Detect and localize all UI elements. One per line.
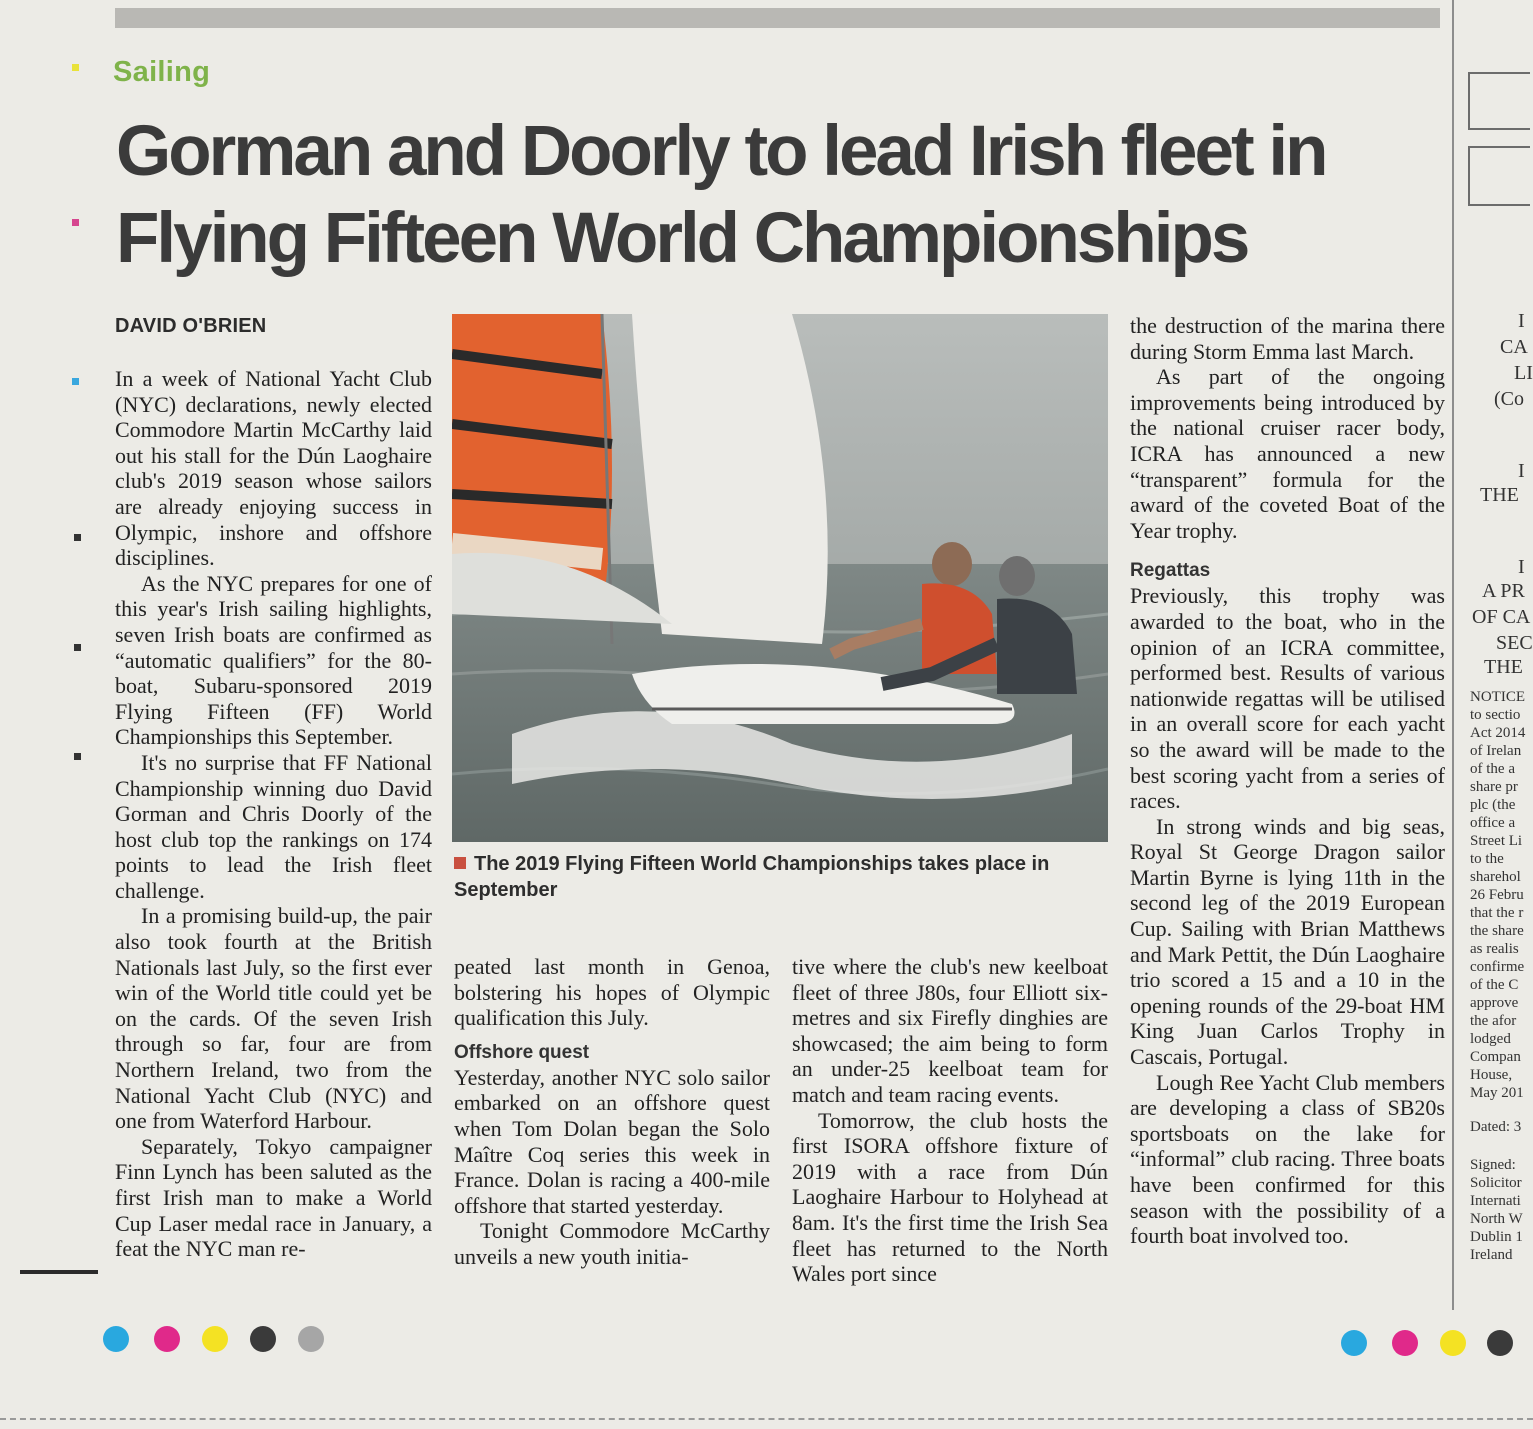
notice-fragment: lodged bbox=[1470, 1031, 1511, 1047]
notice-fragment: I bbox=[1518, 310, 1525, 332]
article-column-4 bbox=[1130, 313, 1445, 1249]
paragraph: Previously, this trophy was awarded to the boat, who in the opinion of an ICRA committee, performed best. Results of various nationwide regattas will be utilised in an overall score for each yacht so the award will be made to the best scoring yacht from a series of races. bbox=[1130, 583, 1445, 814]
trim-line bbox=[0, 1418, 1533, 1422]
notice-fragment: Dublin 1 bbox=[1470, 1229, 1523, 1245]
registration-tick-yellow bbox=[72, 64, 79, 71]
notice-fragment: Act 2014 bbox=[1470, 725, 1526, 741]
notice-fragment: May 201 bbox=[1470, 1085, 1524, 1101]
notice-fragment: THE bbox=[1480, 484, 1519, 506]
notice-fragment: LI bbox=[1514, 362, 1533, 384]
notice-fragment: 26 Febru bbox=[1470, 887, 1524, 903]
column-divider bbox=[1452, 0, 1454, 1310]
article-column-1 bbox=[115, 366, 432, 1262]
registration-dot-black bbox=[1487, 1330, 1513, 1356]
notice-fragment: CA bbox=[1500, 336, 1528, 358]
caption-text: The 2019 Flying Fifteen World Championships takes place in September bbox=[454, 853, 1050, 901]
paragraph: Tomorrow, the club hosts the first ISORA offshore fixture of 2019 with a race from Dún Laoghaire Harbour to Holyhead at 8am. It's the first time the Irish Sea fleet has returned to the North Wales port since bbox=[792, 1107, 1108, 1287]
photo-caption bbox=[454, 851, 1054, 903]
registration-dot-black bbox=[250, 1326, 276, 1352]
paragraph: the destruction of the marina there during Storm Emma last March. bbox=[1130, 313, 1445, 364]
caption-marker bbox=[454, 857, 466, 869]
registration-dot-cyan bbox=[1341, 1330, 1367, 1356]
notice-dated: Dated: 3 bbox=[1470, 1119, 1522, 1135]
registration-dot-yellow bbox=[1440, 1330, 1466, 1356]
paragraph: In a week of National Yacht Club (NYC) declarations, newly elected Commodore Martin McCarthy laid out his stall for the Dún Laoghaire club's 2019 season whose sailors are already enjoying success in Olympic, inshore and offshore disciplines. bbox=[115, 366, 432, 571]
notice-fragment: to sectio bbox=[1470, 707, 1521, 723]
article-column-2 bbox=[454, 954, 770, 1270]
adjacent-box-top bbox=[1468, 72, 1530, 130]
notice-fragment: THE bbox=[1484, 656, 1523, 678]
notice-fragment: to the bbox=[1470, 851, 1504, 867]
fold-mark bbox=[20, 1270, 98, 1274]
notice-fragment: (Co bbox=[1494, 388, 1524, 410]
section-label: Sailing bbox=[113, 56, 211, 88]
registration-tick-black bbox=[74, 753, 81, 760]
notice-fragment: that the r bbox=[1470, 905, 1524, 921]
notice-fragment: OF CA bbox=[1472, 606, 1531, 628]
registration-tick-cyan bbox=[72, 378, 79, 385]
sailing-photo bbox=[452, 314, 1108, 842]
headline bbox=[116, 108, 1436, 282]
notice-fragment: SEC bbox=[1496, 632, 1533, 654]
notice-fragment: the afor bbox=[1470, 1013, 1517, 1029]
notice-fragment: North W bbox=[1470, 1211, 1523, 1227]
subhead-regattas: Regattas bbox=[1130, 560, 1211, 582]
notice-fragment: the share bbox=[1470, 923, 1524, 939]
notice-fragment: Solicitor bbox=[1470, 1175, 1522, 1191]
notice-fragment: of Irelan bbox=[1470, 743, 1522, 759]
paragraph: In strong winds and big seas, Royal St George Dragon sailor Martin Byrne is lying 11th in the second leg of the 2019 European Cup. Sailing with Brian Matthews and Mark Pettit, the Dún Laoghaire trio scored a 15 and a 10 in the opening rounds of the 29-boat HM King Juan Carlos Trophy in Cascais, Portugal. bbox=[1130, 813, 1445, 1070]
notice-fragment: share pr bbox=[1470, 779, 1518, 795]
paragraph: As part of the ongoing improvements being introduced by the national cruiser racer body, ICRA has announced a new “transparent” formula for the award of the coveted Boat of the Year trophy. bbox=[1130, 364, 1445, 543]
paragraph: Lough Ree Yacht Club members are developing a class of SB20s sportsboats on the lake for “informal” club racing. Three boats have been confirmed for this season with the possibility of a fourth boat involved too. bbox=[1130, 1069, 1445, 1249]
notice-fragment: office a bbox=[1470, 815, 1516, 831]
headline-line-2: Flying Fifteen World Championships bbox=[116, 199, 1248, 278]
notice-fragment: of the C bbox=[1470, 977, 1519, 993]
paragraph: tive where the club's new keelboat fleet of three J80s, four Elliott six-metres and six Firefly dinghies are showcased; the aim being to form an under-25 keelboat team for match and team racing events. bbox=[792, 954, 1108, 1107]
paragraph: As the NYC prepares for one of this year's Irish sailing highlights, seven Irish boats are confirmed as “automatic qualifiers” for the 80-boat, Subaru-sponsored 2019 Flying Fifteen (FF) World Championships this September. bbox=[115, 570, 432, 750]
notice-fragment: Street Li bbox=[1470, 833, 1523, 849]
top-rule bbox=[115, 8, 1440, 28]
notice-fragment: as realis bbox=[1470, 941, 1519, 957]
subhead-offshore-quest: Offshore quest bbox=[454, 1041, 590, 1063]
registration-tick-black bbox=[74, 644, 81, 651]
notice-fragment: I bbox=[1518, 556, 1525, 578]
notice-fragment: Compan bbox=[1470, 1049, 1521, 1065]
notice-fragment: sharehol bbox=[1470, 869, 1521, 885]
registration-dot-cyan bbox=[103, 1326, 129, 1352]
flying-fifteen-dinghy-image bbox=[452, 314, 1108, 842]
paragraph: In a promising build-up, the pair also took fourth at the British Nationals last July, so the first ever win of the World title could yet be on the cards. Of the seven Irish through so far, four are from Northern Ireland, two from the National Yacht Club (NYC) and one from Waterford Harbour. bbox=[115, 903, 432, 1134]
paragraph: Yesterday, another NYC solo sailor embarked on an offshore quest when Tom Dolan began the Solo Maître Coq series this week in France. Dolan is racing a 400-mile offshore that started yesterday. bbox=[454, 1064, 770, 1218]
notice-fragment: Ireland bbox=[1470, 1247, 1513, 1263]
paragraph: Tonight Commodore McCarthy unveils a new youth initia- bbox=[454, 1218, 770, 1269]
byline: DAVID O'BRIEN bbox=[115, 315, 267, 337]
registration-tick-black bbox=[74, 534, 81, 541]
paragraph: It's no surprise that FF National Championship winning duo David Gorman and Chris Doorly of the host club top the rankings on 174 points to lead the Irish fleet challenge. bbox=[115, 749, 432, 903]
article-column-3 bbox=[792, 954, 1108, 1287]
registration-dot-yellow bbox=[202, 1326, 228, 1352]
registration-dot-magenta bbox=[154, 1326, 180, 1352]
adjacent-box-bottom bbox=[1468, 146, 1530, 206]
paragraph: Separately, Tokyo campaigner Finn Lynch has been saluted as the first Irish man to make a World Cup Laser medal race in January, a feat the NYC man re- bbox=[115, 1133, 432, 1262]
notice-fragment: Internati bbox=[1470, 1193, 1521, 1209]
notice-fragment: House, bbox=[1470, 1067, 1513, 1083]
registration-dot-grey bbox=[298, 1326, 324, 1352]
notice-fragment: of the a bbox=[1470, 761, 1515, 777]
notice-fragment: I bbox=[1518, 460, 1525, 482]
notice-fragment: NOTICE bbox=[1470, 689, 1525, 705]
notice-fragment: approve bbox=[1470, 995, 1519, 1011]
adjacent-notice-fragment bbox=[1456, 300, 1533, 1300]
headline-line-1: Gorman and Doorly to lead Irish fleet in bbox=[116, 112, 1326, 191]
notice-fragment: Signed: bbox=[1470, 1157, 1516, 1173]
registration-tick-magenta bbox=[72, 219, 79, 226]
registration-dot-magenta bbox=[1392, 1330, 1418, 1356]
notice-fragment: confirme bbox=[1470, 959, 1525, 975]
notice-fragment: plc (the bbox=[1470, 797, 1516, 813]
paragraph: peated last month in Genoa, bolstering his hopes of Olympic qualification this July. bbox=[454, 954, 770, 1031]
notice-fragment: A PR bbox=[1482, 580, 1525, 602]
